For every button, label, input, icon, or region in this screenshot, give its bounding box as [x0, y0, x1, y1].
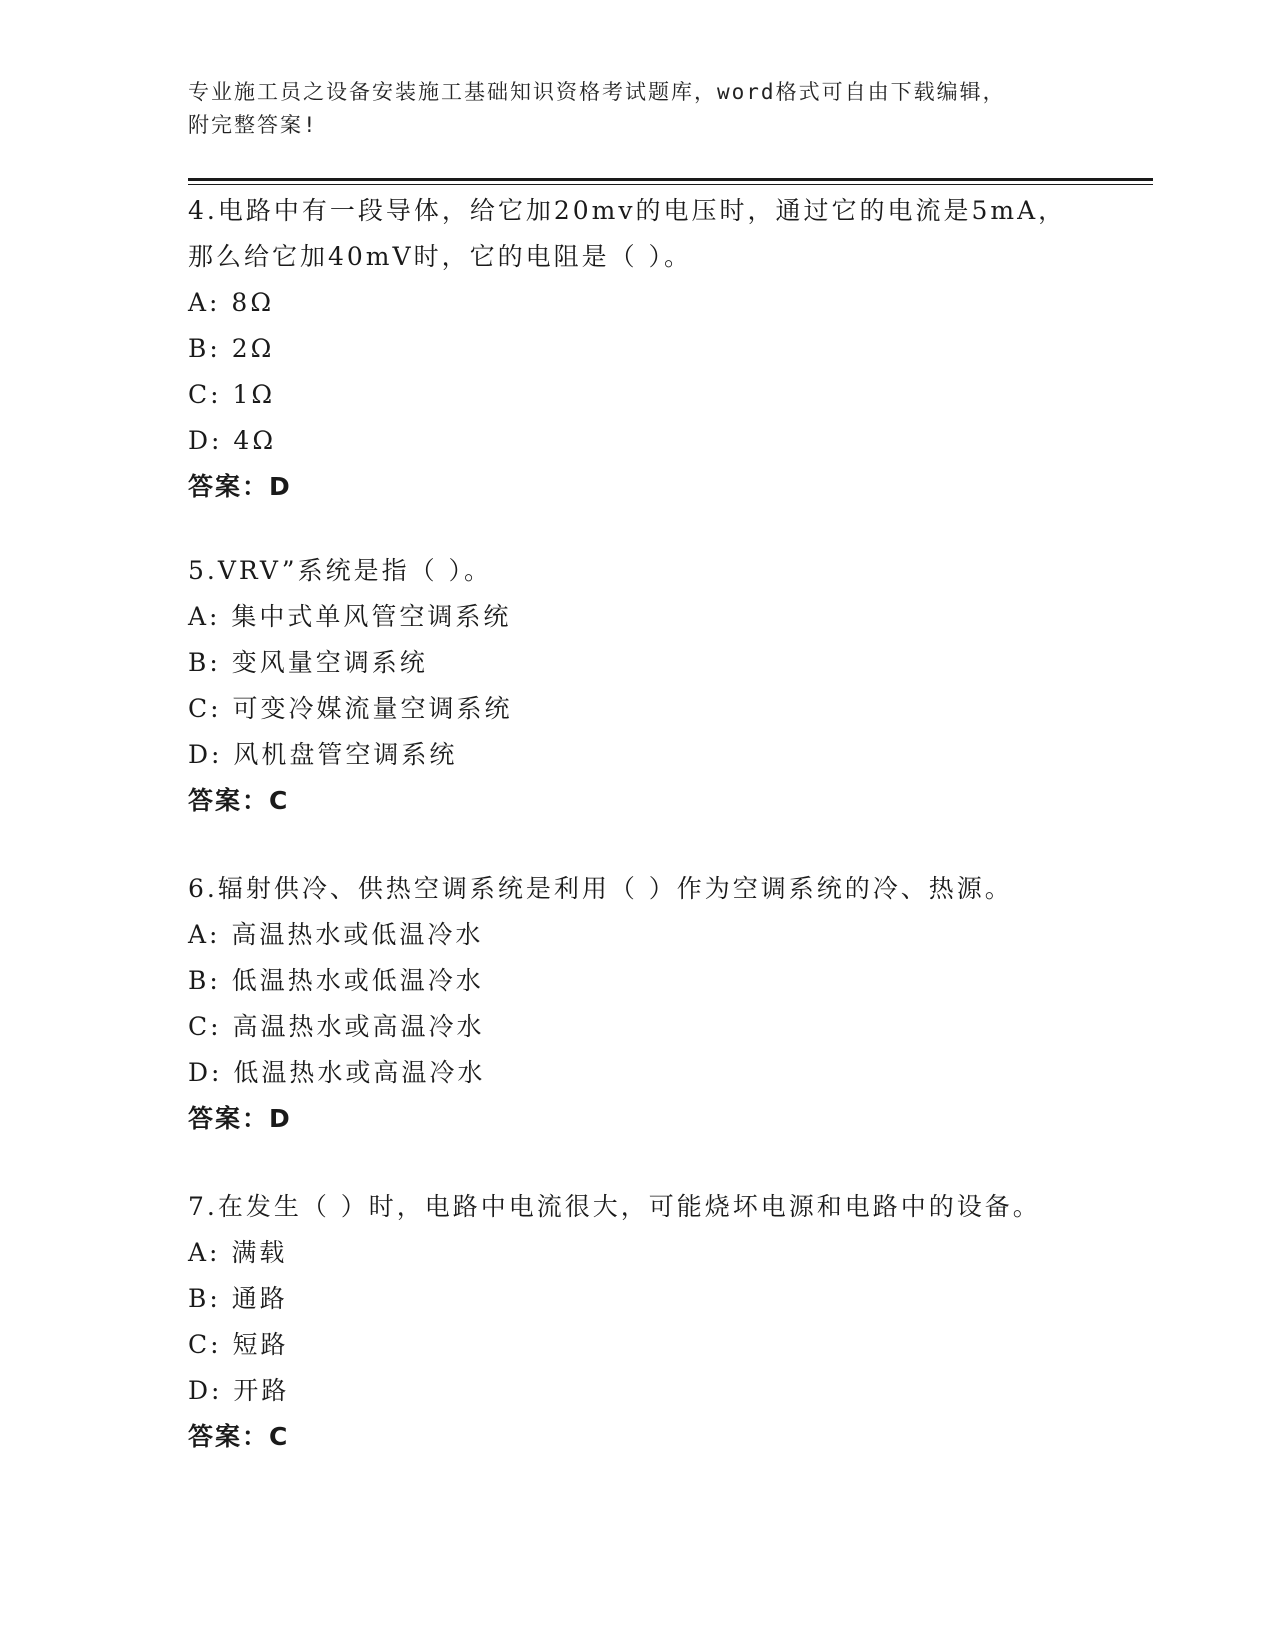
option-d: D: 开路 — [188, 1376, 290, 1405]
option-c: C: 1Ω — [188, 380, 276, 409]
header-line-2: 附完整答案! — [188, 113, 318, 137]
option-a: A: 集中式单风管空调系统 — [188, 602, 512, 631]
answer-line: 答案：C — [188, 786, 290, 815]
option-a: A: 8Ω — [188, 288, 275, 317]
question-stem: 6.辐射供冷、供热空调系统是利用（ ）作为空调系统的冷、热源。 — [188, 874, 1013, 903]
answer-line: 答案：C — [188, 1422, 290, 1451]
option-b: B: 变风量空调系统 — [188, 648, 428, 677]
question-stem: 4.电路中有一段导体，给它加20mv的电压时，通过它的电流是5mA， — [188, 196, 1067, 225]
option-d: D: 低温热水或高温冷水 — [188, 1058, 486, 1087]
question-block — [188, 548, 1088, 824]
question-block — [188, 1184, 1088, 1460]
option-b: B: 2Ω — [188, 334, 275, 363]
question-stem-continued: 那么给它加40mV时，它的电阻是（ ）。 — [188, 242, 693, 271]
header-line-1: 专业施工员之设备安装施工基础知识资格考试题库，word格式可自由下载编辑， — [188, 80, 1006, 104]
question-block — [188, 188, 1088, 510]
answer-line: 答案：D — [188, 472, 292, 501]
question-stem: 7.在发生（ ）时，电路中电流很大，可能烧坏电源和电路中的设备。 — [188, 1192, 1041, 1221]
option-c: C: 高温热水或高温冷水 — [188, 1012, 485, 1041]
question-block — [188, 866, 1088, 1142]
option-d: D: 4Ω — [188, 426, 277, 455]
option-c: C: 短路 — [188, 1330, 289, 1359]
question-stem: 5.VRV”系统是指（ ）。 — [188, 556, 493, 585]
option-b: B: 低温热水或低温冷水 — [188, 966, 484, 995]
header-divider-thick — [188, 178, 1153, 181]
option-a: A: 满载 — [188, 1238, 288, 1267]
answer-line: 答案：D — [188, 1104, 292, 1133]
option-a: A: 高温热水或低温冷水 — [188, 920, 484, 949]
header-divider-thin — [188, 184, 1153, 185]
option-c: C: 可变冷媒流量空调系统 — [188, 694, 513, 723]
document-header — [188, 76, 1088, 142]
option-d: D: 风机盘管空调系统 — [188, 740, 458, 769]
option-b: B: 通路 — [188, 1284, 288, 1313]
